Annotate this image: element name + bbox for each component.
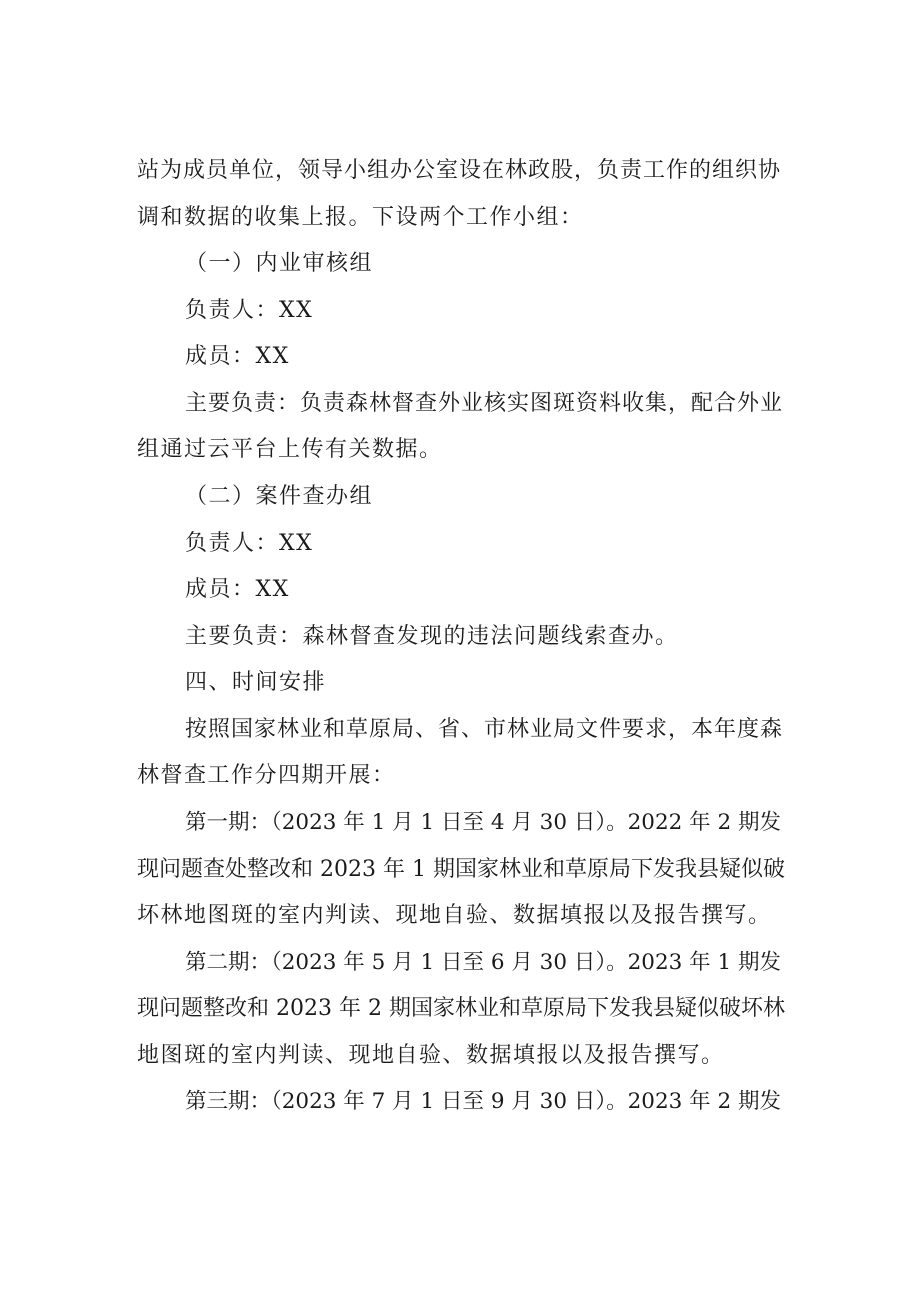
paragraph-line: 第一期：（2023 年 1 月 1 日至 4 月 30 日）。2022 年 2 期发 xyxy=(185,810,782,835)
section-heading: 四、时间安排 xyxy=(185,670,327,695)
section-heading: （一）内业审核组 xyxy=(185,251,374,276)
paragraph-line: 现问题整改和 2023 年 2 期国家林业和草原局下发我县疑似破坏林 xyxy=(137,996,785,1021)
paragraph-line: 组通过云平台上传有关数据。 xyxy=(137,437,443,462)
paragraph-line: 第二期：（2023 年 5 月 1 日至 6 月 30 日）。2023 年 1 期发 xyxy=(185,950,782,975)
paragraph-line: 调和数据的收集上报。下设两个工作小组： xyxy=(137,205,584,230)
paragraph-line: 主要负责：森林督查发现的违法问题线索查办。 xyxy=(185,624,679,649)
paragraph-line: 按照国家林业和草原局、省、市林业局文件要求，本年度森 xyxy=(185,717,784,742)
paragraph-line: 成员：XX xyxy=(185,344,290,369)
paragraph-line: 负责人：XX xyxy=(185,531,314,556)
paragraph-line: 成员：XX xyxy=(185,577,290,602)
paragraph-line: 第三期：（2023 年 7 月 1 日至 9 月 30 日）。2023 年 2 期发 xyxy=(185,1089,782,1114)
paragraph-line: 坏林地图斑的室内判读、现地自验、数据填报以及报告撰写。 xyxy=(137,903,772,928)
paragraph-line: 负责人：XX xyxy=(185,298,314,323)
paragraph-line: 主要负责：负责森林督查外业核实图斑资料收集，配合外业 xyxy=(185,391,784,416)
section-heading: （二）案件查办组 xyxy=(185,484,374,509)
paragraph-line: 地图斑的室内判读、现地自验、数据填报以及报告撰写。 xyxy=(137,1043,725,1068)
paragraph-line: 站为成员单位，领导小组办公室设在林政股，负责工作的组织协 xyxy=(137,158,782,183)
paragraph-line: 现问题查处整改和 2023 年 1 期国家林业和草原局下发我县疑似破 xyxy=(137,857,785,882)
paragraph-line: 林督查工作分四期开展： xyxy=(137,763,396,788)
